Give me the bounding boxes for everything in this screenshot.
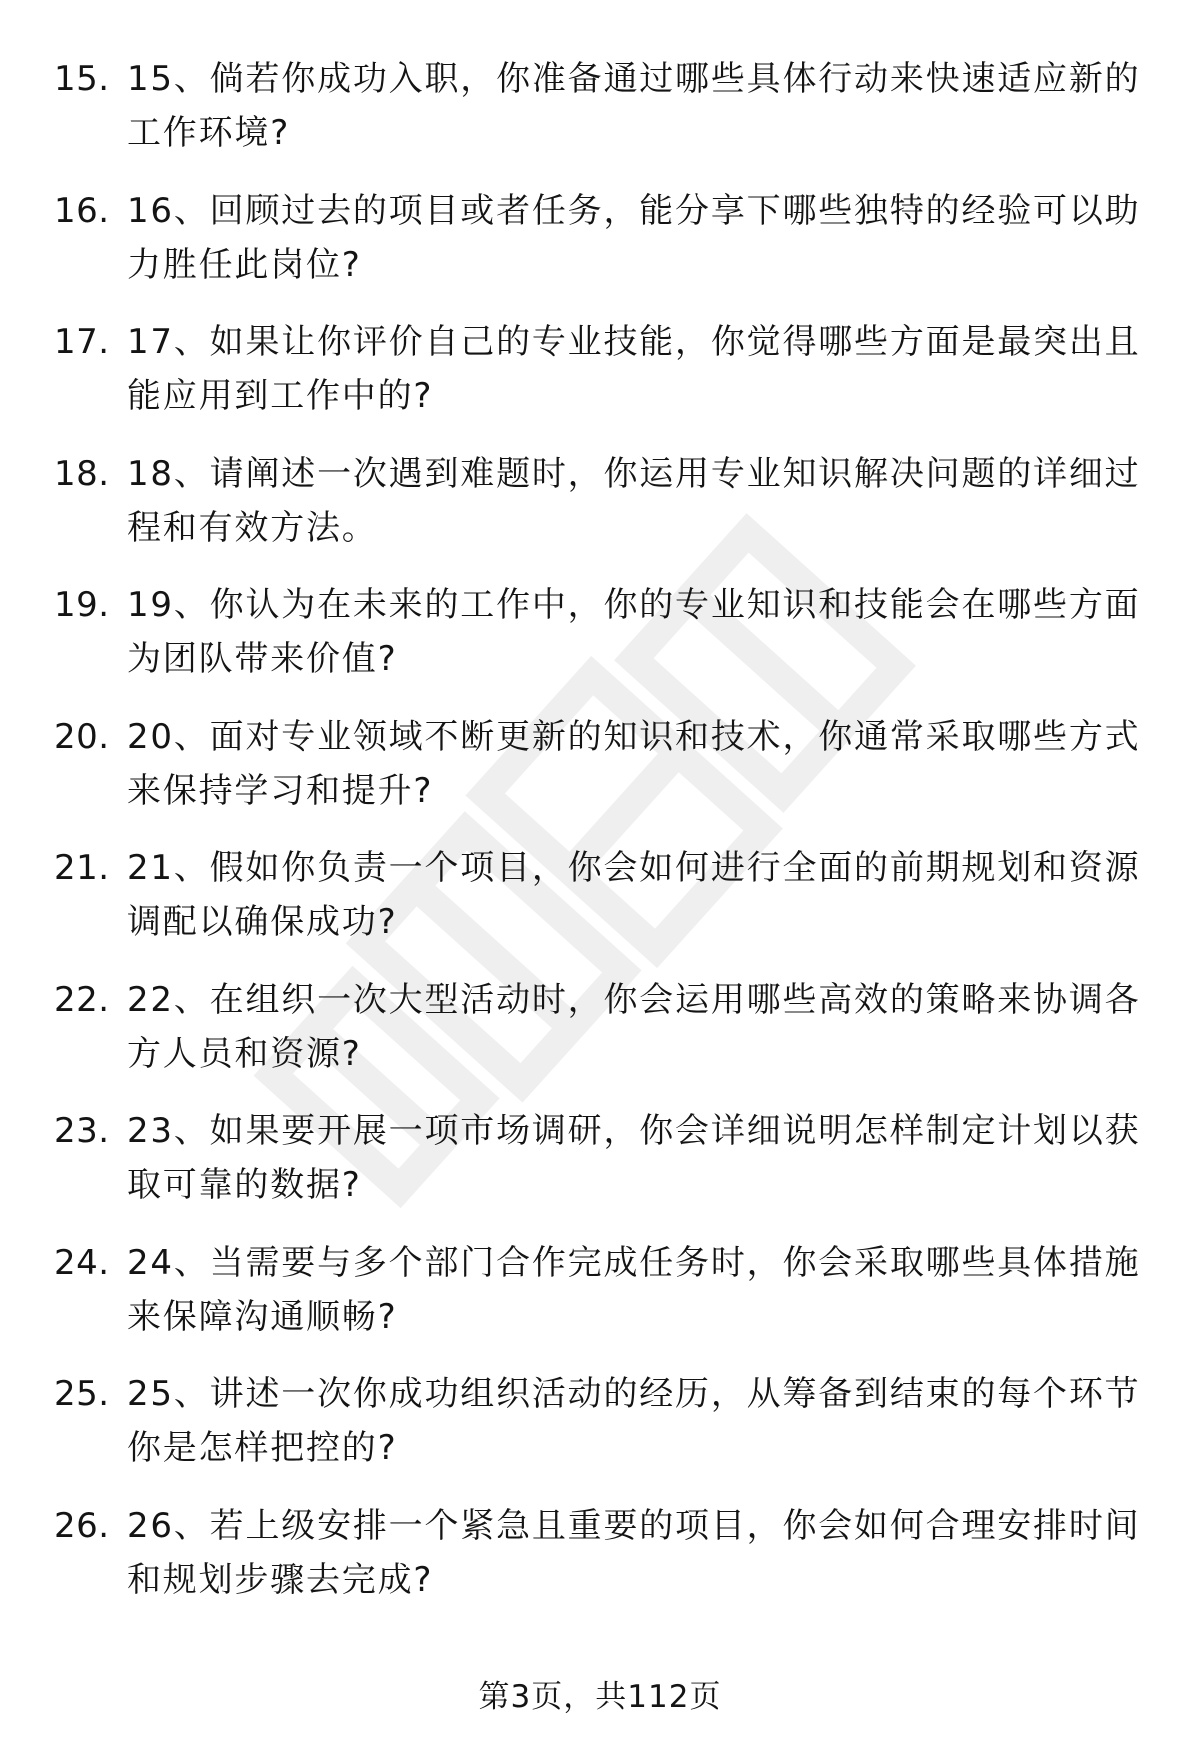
list-item xyxy=(0,321,1200,453)
list-item xyxy=(0,847,1200,979)
item-number: 26. xyxy=(54,1505,110,1546)
question-text: 16、回顾过去的项目或者任务，能分享下哪些独特的经验可以助力胜任此岗位? xyxy=(127,190,1141,285)
question-list xyxy=(0,58,1200,1636)
item-number: 24. xyxy=(54,1242,110,1283)
list-item xyxy=(0,190,1200,322)
question-text: 23、如果要开展一项市场调研，你会详细说明怎样制定计划以获取可靠的数据? xyxy=(127,1111,1141,1205)
item-number: 15. xyxy=(54,59,110,99)
question-text: 17、如果让你评价自己的专业技能，你觉得哪些方面是最突出且能应用到工作中的? xyxy=(127,322,1141,416)
list-item xyxy=(0,584,1200,716)
item-number: 25. xyxy=(54,1374,110,1414)
question-text: 25、讲述一次你成功组织活动的经历，从筹备到结束的每个环节你是怎样把控的? xyxy=(127,1374,1141,1468)
question-text: 18、请阐述一次遇到难题时，你运用专业知识解决问题的详细过程和有效方法。 xyxy=(127,453,1141,548)
item-number: 21. xyxy=(54,848,110,888)
question-text: 22、在组织一次大型活动时，你会运用哪些高效的策略来协调各方人员和资源? xyxy=(127,979,1141,1074)
question-text: 15、倘若你成功入职，你准备通过哪些具体行动来快速适应新的工作环境? xyxy=(127,59,1141,153)
item-number: 18. xyxy=(54,453,110,494)
item-number: 20. xyxy=(54,716,110,757)
item-number: 23. xyxy=(54,1111,110,1151)
question-text: 19、你认为在未来的工作中，你的专业知识和技能会在哪些方面为团队带来价值? xyxy=(127,585,1141,679)
list-item xyxy=(0,1373,1200,1505)
item-number: 17. xyxy=(54,322,110,362)
question-text: 20、面对专业领域不断更新的知识和技术，你通常采取哪些方式来保持学习和提升? xyxy=(127,716,1141,811)
item-number: 16. xyxy=(54,190,110,231)
question-text: 26、若上级安排一个紧急且重要的项目，你会如何合理安排时间和规划步骤去完成? xyxy=(127,1505,1141,1600)
list-item xyxy=(0,979,1200,1111)
list-item xyxy=(0,1505,1200,1637)
list-item xyxy=(0,716,1200,848)
list-item xyxy=(0,1110,1200,1242)
list-item xyxy=(0,58,1200,190)
item-number: 19. xyxy=(54,585,110,625)
question-text: 21、假如你负责一个项目，你会如何进行全面的前期规划和资源调配以确保成功? xyxy=(127,848,1141,942)
question-text: 24、当需要与多个部门合作完成任务时，你会采取哪些具体措施来保障沟通顺畅? xyxy=(127,1242,1141,1337)
list-item xyxy=(0,1242,1200,1374)
page-number-footer: 第3页，共112页 xyxy=(478,1679,722,1715)
item-number: 22. xyxy=(54,979,110,1020)
list-item xyxy=(0,453,1200,585)
